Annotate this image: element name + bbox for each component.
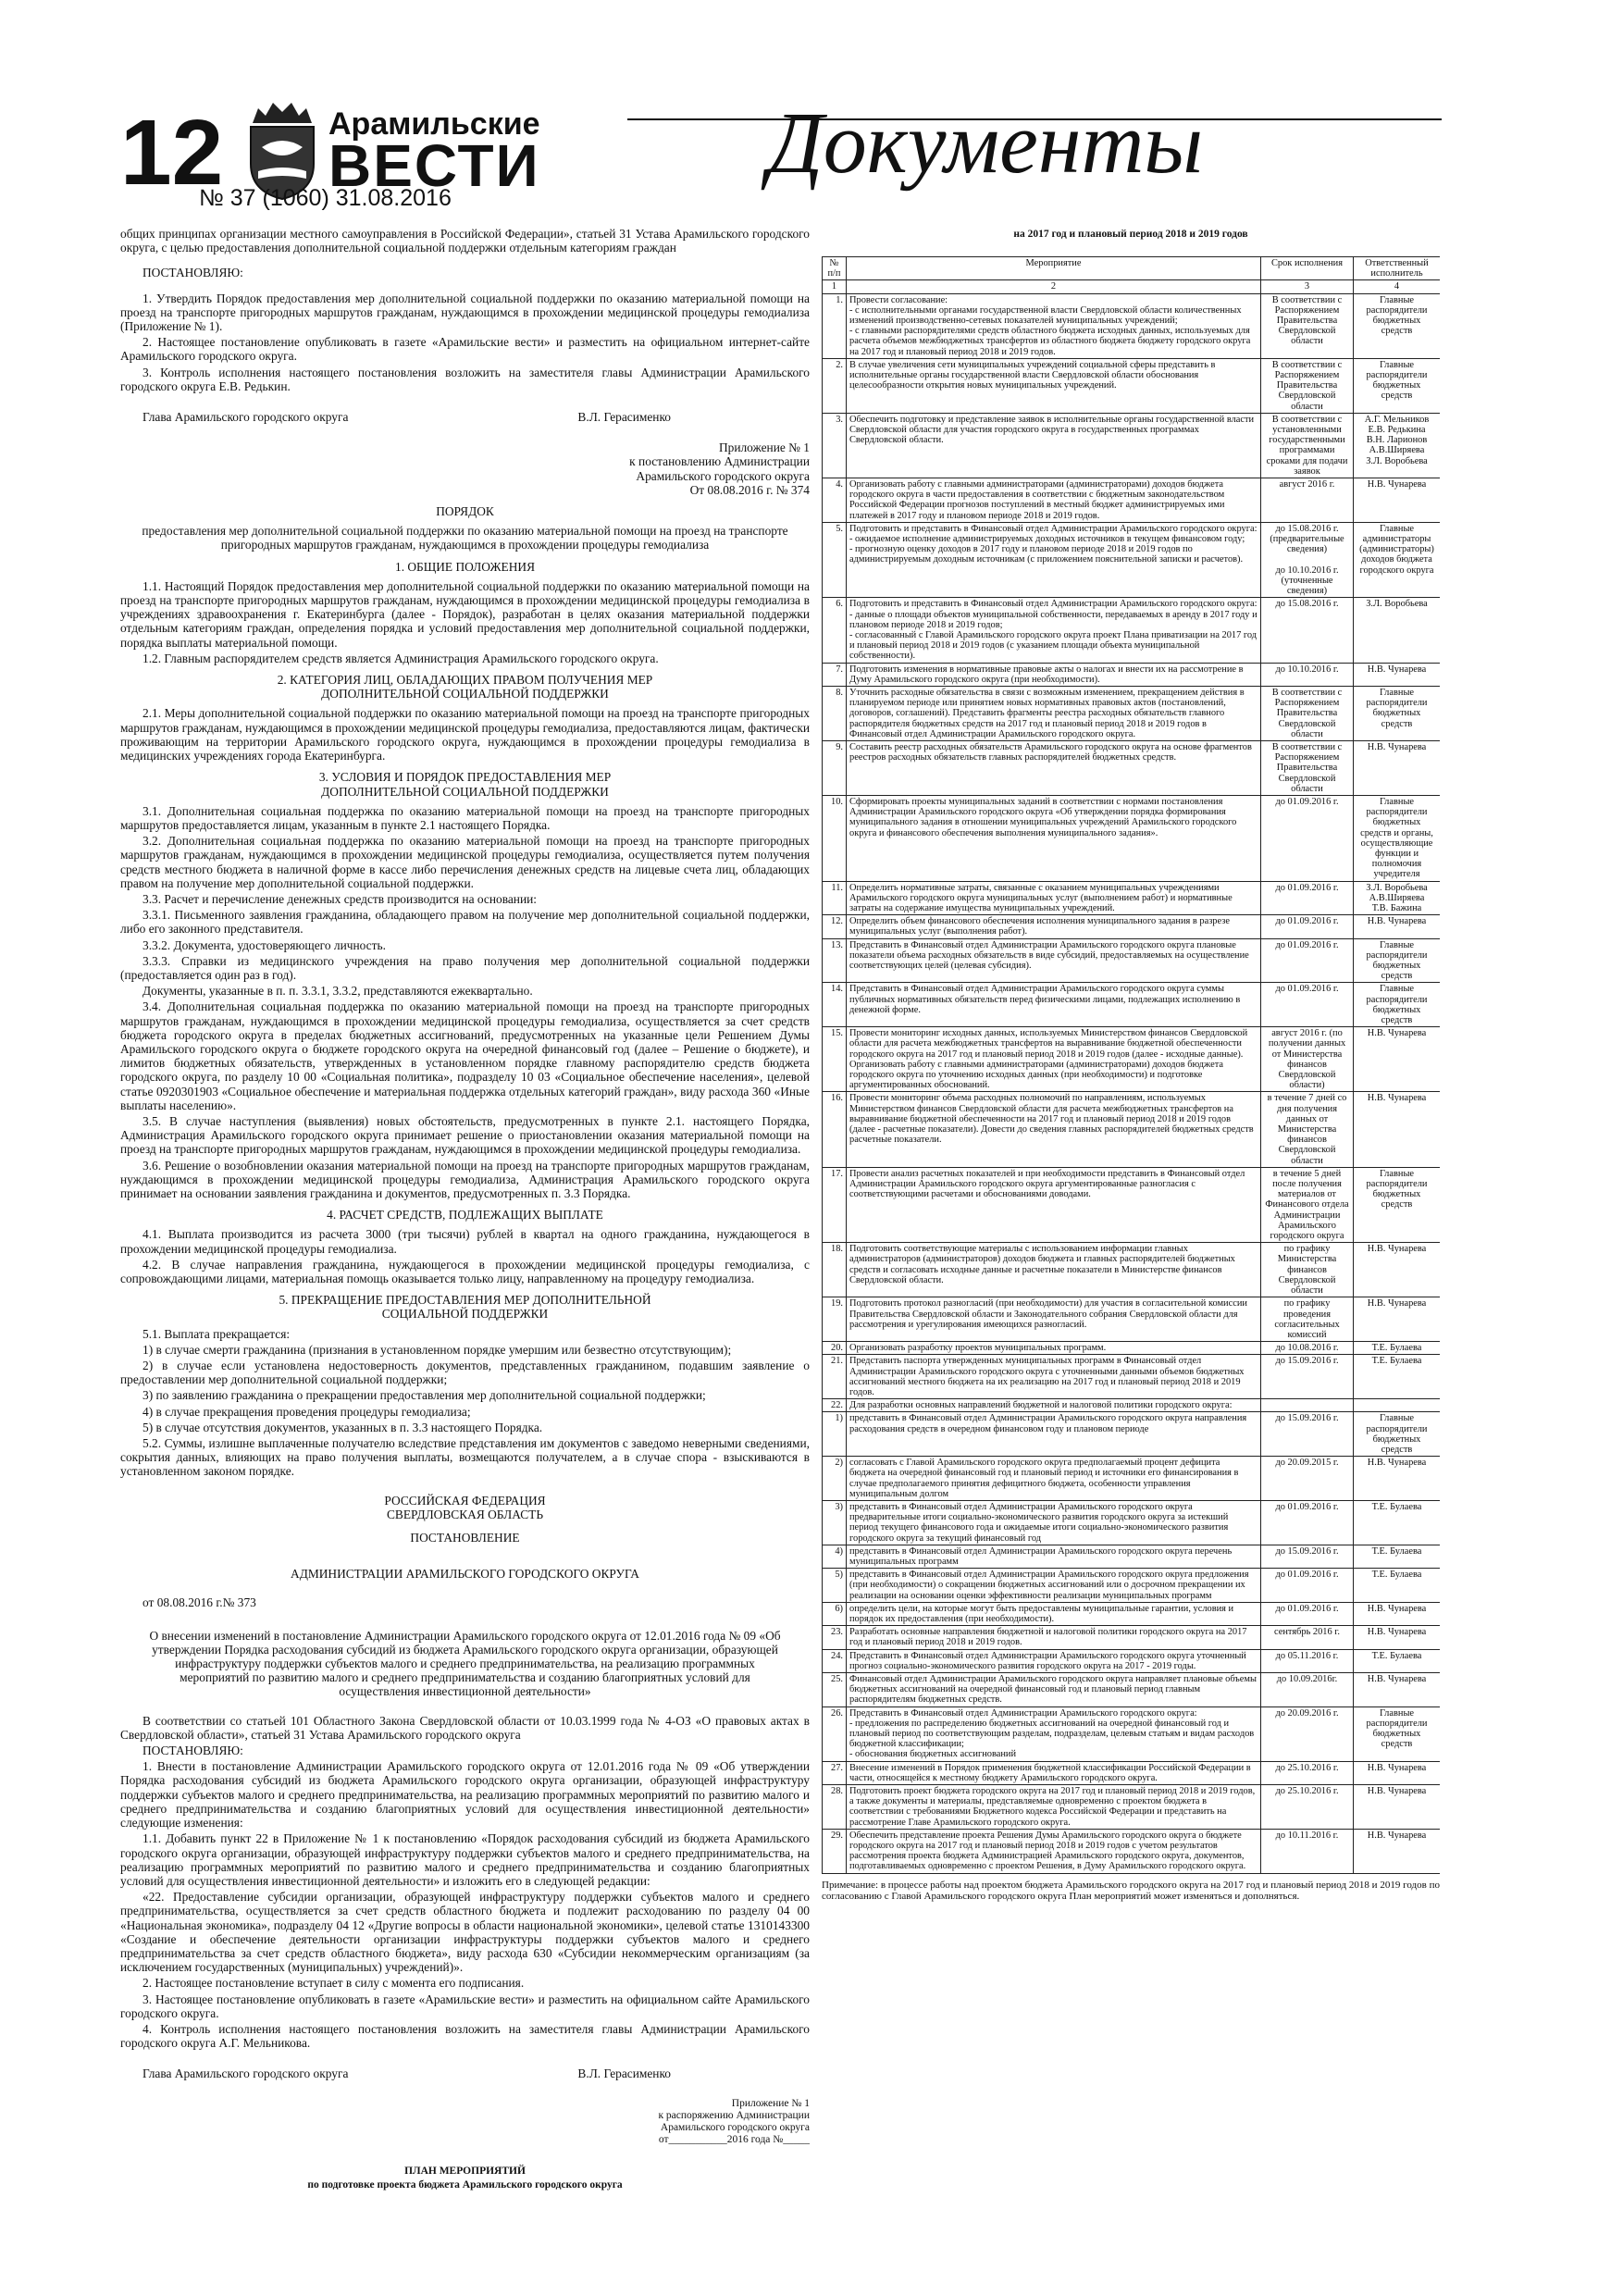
row-number-cell: 22. bbox=[823, 1399, 847, 1412]
table-row bbox=[823, 358, 1441, 413]
paragraph: 2.1. Меры дополнительной социальной поддержки по оказанию материальной помощи на проезд на транспорте пригородных маршрутов гражданам, нуждающимся в прохождении медицинской процедуры гемодиализа, предоставляются лицам, фактически проживающим на территории Арамильского городского округа, нуждающимся в прохождении процедуры гемодиализа в медицинских учреждениях города Екатеринбурга. bbox=[120, 706, 810, 763]
row-number-cell: 5) bbox=[823, 1569, 847, 1603]
activity-cell: Представить паспорта утвержденных муниципальных программ в Финансовый отдел Администрации Арамильского городского округа с уточненными данными объемов бюджетных ассигнований местного бюджета на их реализацию на 2017 год и плановый период 2018 и 2019 годов. bbox=[847, 1355, 1261, 1399]
table-row bbox=[823, 1027, 1441, 1092]
table-row bbox=[823, 1785, 1441, 1830]
table-row bbox=[823, 740, 1441, 795]
activity-cell: Подготовить соответствующие материалы с использованием информации главных администраторов (администраторов) доходов бюджета и главных распорядителей бюджетных средств и согласовать исходные данные и расчетные показатели в Министерстве финансов Свердловской области. bbox=[847, 1243, 1261, 1297]
signature-block bbox=[120, 2066, 810, 2080]
row-number-cell: 6) bbox=[823, 1602, 847, 1625]
decree-date: от 08.08.2016 г.№ 373 bbox=[142, 1595, 256, 1610]
row-number-cell: 4. bbox=[823, 478, 847, 523]
paragraph: 1. Внести в постановление Администрации Арамильского городского округа от 12.01.2016 года № 09 «Об утверждении Порядка расходования субсидий из бюджета Арамильского городского округа организации, образующей инфраструктуру поддержки субъектов малого и среднего предпринимательства, на реализацию программных мероприятий по развитию малого и среднего предпринимательства и созданию благоприятных условий для осуществления инвестиционной деятельности» следующие изменения: bbox=[120, 1759, 810, 1831]
table-row bbox=[823, 1673, 1441, 1707]
responsible-cell: Главные распорядители бюджетных средств bbox=[1354, 686, 1441, 740]
table-body bbox=[823, 293, 1441, 1873]
row-number-cell: 20. bbox=[823, 1342, 847, 1355]
paragraph: 2. Настоящее постановление опубликовать в газете «Арамильские вести» и разместить на официальном интернет-сайте Арамильского городского округа. bbox=[120, 335, 810, 364]
appendix-line: Арамильского городского округа bbox=[636, 468, 810, 483]
table-row bbox=[823, 1829, 1441, 1873]
document-title: ПОРЯДОК bbox=[436, 504, 494, 519]
section-heading: 2. КАТЕГОРИЯ ЛИЦ, ОБЛАДАЮЩИХ ПРАВОМ ПОЛУЧЕНИЯ МЕР ДОПОЛНИТЕЛЬНОЙ СОЦИАЛЬНОЙ ПОДДЕРЖКИ bbox=[277, 673, 653, 701]
deadline-cell: в течение 7 дней со дня получения данных от Министерства финансов Свердловской области bbox=[1261, 1092, 1354, 1167]
table-row bbox=[823, 1167, 1441, 1242]
page-number: 12 bbox=[120, 101, 224, 205]
row-number-cell: 17. bbox=[823, 1167, 847, 1242]
table-row bbox=[823, 1500, 1441, 1545]
heading-decree: ПОСТАНОВЛЕНИЕ bbox=[410, 1531, 520, 1545]
activity-cell: Внесение изменений в Порядок применения бюджетной классификации Российской Федерации в части, относящейся к местному бюджету Арамильского городского округа. bbox=[847, 1761, 1261, 1784]
paragraph: 3.5. В случае наступления (выявления) новых обстоятельств, предусмотренных в пункте 2.1. настоящего Порядка, Администрация Арамильского городского округа принимает решение о приостановлении оказания материальной помощи на проезд на транспорте пригородных маршрутов гражданам, нуждающимся в прохождении медицинской процедуры гемодиализа. bbox=[120, 1113, 810, 1157]
responsible-cell: Т.Е. Булаева bbox=[1354, 1500, 1441, 1545]
row-number-cell: 9. bbox=[823, 740, 847, 795]
deadline-cell: до 01.09.2016 г. bbox=[1261, 983, 1354, 1027]
table-row bbox=[823, 1602, 1441, 1625]
paragraph: 3.3.3. Справки из медицинского учреждения на право получения мер дополнительной социальной поддержки (предоставляется один раз в год). bbox=[120, 953, 810, 982]
list-item: 1) в случае смерти гражданина (признания в установленном порядке умершим или безвестно отсутствующим); bbox=[142, 1342, 732, 1357]
deadline-cell bbox=[1261, 1399, 1354, 1412]
paragraph: 1. Утвердить Порядок предоставления мер дополнительной социальной поддержки по оказанию материальной помощи на проезд на транспорте пригородных маршрутов гражданам, нуждающимся в прохождении медицинской процедуры гемодиализа (Приложение № 1). bbox=[120, 291, 810, 334]
list-item: 4) в случае прекращения проведения процедуры гемодиализа; bbox=[142, 1404, 471, 1419]
list-item: 2) в случае если установлена недостоверность документов, представленных гражданином, подавшим заявление о предоставлении мер дополнительной социальной поддержки; bbox=[120, 1359, 810, 1387]
activity-cell: Уточнить расходные обязательства в связи с возможным изменением, прекращением действия в планируемом периоде или принятием новых нормативных правовых актов (постановлений, договоров, соглашений). Представить фрагменты реестра расходных обязательств главного распорядителя бюджетных средств на 2017 год и плановый период 2018 и 2019 годов в Финансовый отдел Администрации Арамильского городского округа. bbox=[847, 686, 1261, 740]
deadline-cell: В соответствии с Распоряжением Правительства Свердловской области bbox=[1261, 293, 1354, 358]
table-row bbox=[823, 1399, 1441, 1412]
deadline-cell: В соответствии с Распоряжением Правительства Свердловской области bbox=[1261, 740, 1354, 795]
row-number-cell: 14. bbox=[823, 983, 847, 1027]
activity-cell: В случае увеличения сети муниципальных учреждений социальной сферы представить в исполнительные органы государственной власти Свердловской области обоснования целесообразности открытия новых муниципальных учреждений. bbox=[847, 358, 1261, 413]
row-number-cell: 4) bbox=[823, 1545, 847, 1568]
activity-cell: представить в Финансовый отдел Администрации Арамильского городского округа предложения (при необходимости) о сокращении бюджетных ассигнований или о досрочном прекращении их реализации на основании оценки эффективности реализации муниципальных программ bbox=[847, 1569, 1261, 1603]
responsible-cell: Главные распорядители бюджетных средств bbox=[1354, 293, 1441, 358]
activity-cell: Провести мониторинг объема расходных полномочий по направлениям, используемых Министерством финансов Свердловской области для расчета межбюджетных трансфертов на выравнивание бюджетной обеспеченности на 2017 год и плановый период 2018 и 2019 годов (далее - расчетные показатели). Довести до сведения главных распорядителей бюджетных средств расчетные показатели. bbox=[847, 1092, 1261, 1167]
responsible-cell: Главные распорядители бюджетных средств bbox=[1354, 983, 1441, 1027]
row-number-cell: 16. bbox=[823, 1092, 847, 1167]
paragraph: 4.1. Выплата производится из расчета 3000 (три тысячи) рублей в квартал на одного гражданина, нуждающегося в прохождении медицинской процедуры гемодиализа. bbox=[120, 1227, 810, 1256]
section-heading: 1. ОБЩИЕ ПОЛОЖЕНИЯ bbox=[395, 559, 535, 574]
intro-text: общих принципах организации местного самоуправления в Российской Федерации», статьей 31 Устава Арамильского городского округа, с целью предоставления дополнительной социальной поддержки отдельным категориям граждан bbox=[120, 227, 810, 255]
responsible-cell: Н.В. Чунарева bbox=[1354, 1243, 1441, 1297]
row-number-cell: 5. bbox=[823, 522, 847, 597]
deadline-cell: до 01.09.2016 г. bbox=[1261, 881, 1354, 915]
table-row bbox=[823, 1243, 1441, 1297]
row-number-cell: 24. bbox=[823, 1649, 847, 1672]
table-row bbox=[823, 881, 1441, 915]
responsible-cell: Главные распорядители бюджетных средств bbox=[1354, 1167, 1441, 1242]
paragraph: 3.3. Расчет и перечисление денежных средств производится на основании: bbox=[142, 891, 538, 906]
deadline-cell: до 25.10.2016 г. bbox=[1261, 1761, 1354, 1784]
brand-name-line1: Арамильские bbox=[328, 106, 540, 142]
row-number-cell: 18. bbox=[823, 1243, 847, 1297]
deadline-cell: до 01.09.2016 г. bbox=[1261, 795, 1354, 881]
deadline-cell: В соответствии с Распоряжением Правительства Свердловской области bbox=[1261, 358, 1354, 413]
table-colnum-row bbox=[823, 280, 1441, 293]
table-row bbox=[823, 1342, 1441, 1355]
deadline-cell: до 01.09.2016 г. bbox=[1261, 938, 1354, 983]
activity-cell: Подготовить и представить в Финансовый отдел Администрации Арамильского городского округа: - данные о площади объектов муниципальной собственности, передаваемых в аренду в 2017 году и плановом периоде 2018 и 2019 годов; - согласованный с Главой Арамильского городского округа проект Плана приватизации на 2017 год и плановый период 2018 и 2019 годов (с указанием площади объекта муниципальной собственности). bbox=[847, 598, 1261, 663]
appendix-line: от___________2016 года №_____ bbox=[658, 2133, 810, 2145]
responsible-cell: Главные распорядители бюджетных средств bbox=[1354, 1412, 1441, 1457]
deadline-cell: по графику Министерства финансов Свердловской области bbox=[1261, 1243, 1354, 1297]
responsible-cell: Н.В. Чунарева bbox=[1354, 1673, 1441, 1707]
section-heading: 4. РАСЧЕТ СРЕДСТВ, ПОДЛЕЖАЩИХ ВЫПЛАТЕ bbox=[327, 1208, 603, 1222]
deadline-cell: до 20.09.2015 г. bbox=[1261, 1457, 1354, 1501]
plan-table bbox=[822, 256, 1440, 1874]
table-row bbox=[823, 1297, 1441, 1342]
signature-title: Глава Арамильского городского округа bbox=[142, 410, 349, 425]
appendix-line: к постановлению Администрации bbox=[629, 454, 810, 469]
responsible-cell: Н.В. Чунарева bbox=[1354, 1092, 1441, 1167]
activity-cell: Представить в Финансовый отдел Администрации Арамильского городского округа суммы публичных нормативных обязательств перед физическими лицами, подлежащих исполнению в денежной форме. bbox=[847, 983, 1261, 1027]
responsible-cell: Н.В. Чунарева bbox=[1354, 1829, 1441, 1873]
row-number-cell: 10. bbox=[823, 795, 847, 881]
appendix-line: Приложение № 1 bbox=[718, 441, 810, 455]
footnote: Примечание: в процессе работы над проектом бюджета Арамильского городского округа на 2017 год и плановый период 2018 и 2019 годов по согласованию с Главой Арамильского городского округа План мероприятий может изменяться и дополняться. bbox=[822, 1879, 1440, 1903]
activity-cell: Подготовить проект бюджета городского округа на 2017 год и плановый период 2018 и 2019 годов, а также документы и материалы, представляемые одновременно с проектом бюджета в соответствии с требованиями Бюджетного кодекса Российской Федерации и представить на рассмотрение Главе Арамильского городского округа. bbox=[847, 1785, 1261, 1830]
table-row bbox=[823, 938, 1441, 983]
appendix-line: Арамильского городского округа bbox=[660, 2121, 810, 2133]
activity-cell: Провести мониторинг исходных данных, используемых Министерством финансов Свердловской области для расчета межбюджетных трансфертов на выравнивание бюджетной обеспеченности городского округа на 2017 год и плановый период 2018 и 2019 годов (далее - исходные данные). Организовать работу с главными администраторами (администраторами) доходов бюджета городского округа по уточнению исходных данных (при необходимости) и подготовке аргументированных обоснований. bbox=[847, 1027, 1261, 1092]
activity-cell: Представить в Финансовый отдел Администрации Арамильского городского округа: - предложения по распределению бюджетных ассигнований на очередной финансовый год и плановый период по соответствующим разделам, подразделам, целевым статьям и видам расходов бюджетной классификации; - обоснования бюджетных ассигнований bbox=[847, 1706, 1261, 1761]
responsible-cell: Главные распорядители бюджетных средств bbox=[1354, 938, 1441, 983]
activity-cell: представить в Финансовый отдел Администрации Арамильского городского округа перечень муниципальных программ bbox=[847, 1545, 1261, 1568]
heading-rf: РОССИЙСКАЯ ФЕДЕРАЦИЯ bbox=[384, 1493, 546, 1508]
section-rubric: Документы bbox=[768, 95, 1204, 192]
document-subtitle: предоставления мер дополнительной социальной поддержки по оказанию материальной помощи на проезд на транспорте пригородных маршрутов гражданам, нуждающимся в прохождении процедуры гемодиализа bbox=[142, 524, 788, 552]
deadline-cell: до 10.10.2016 г. bbox=[1261, 663, 1354, 686]
paragraph: 3.2. Дополнительная социальная поддержка по оказанию материальной помощи на проезд на транспорте пригородных маршрутов гражданам, нуждающимся в прохождении медицинской процедуры гемодиализа, осуществляется путем получения средств местного бюджета в наличной форме в кассе либо перечисления денежных средств на лицевые счета лиц, обладающих правом на получение мер дополнительной социальной поддержки. bbox=[120, 834, 810, 890]
row-number-cell: 8. bbox=[823, 686, 847, 740]
paragraph: 3.3.1. Письменного заявления гражданина, обладающего правом на получение мер дополнительной социальной поддержки, либо его законного представителя. bbox=[120, 908, 810, 937]
table-row bbox=[823, 1092, 1441, 1167]
row-number-cell: 26. bbox=[823, 1706, 847, 1761]
table-row bbox=[823, 795, 1441, 881]
issue-number: № 37 (1060) 31.08.2016 bbox=[199, 185, 452, 211]
table-row bbox=[823, 413, 1441, 478]
responsible-cell: Н.В. Чунарева bbox=[1354, 915, 1441, 938]
section-heading: 5. ПРЕКРАЩЕНИЕ ПРЕДОСТАВЛЕНИЯ МЕР ДОПОЛНИТЕЛЬНОЙ СОЦИАЛЬНОЙ ПОДДЕРЖКИ bbox=[279, 1293, 651, 1322]
row-number-cell: 6. bbox=[823, 598, 847, 663]
paragraph: 4. Контроль исполнения настоящего постановления возложить на заместителя главы Администрации Арамильского городского округа А.Г. Мельникова. bbox=[120, 2021, 810, 2051]
activity-cell: Обеспечить представление проекта Решения Думы Арамильского городского округа о бюджете городского округа на 2017 год и плановый период 2018 и 2019 годов с учетом результатов рассмотрения проекта бюджета Администрацией Арамильского городского округа, документов, подготавливаемых одновременно с проектом Решения, в Думу Арамильского городского округа. bbox=[847, 1829, 1261, 1873]
responsible-cell: Главные распорядители бюджетных средств bbox=[1354, 1706, 1441, 1761]
activity-cell: Составить реестр расходных обязательств Арамильского городского округа на основе фрагментов реестров расходных обязательств главных распорядителей бюджетных средств. bbox=[847, 740, 1261, 795]
table-row bbox=[823, 983, 1441, 1027]
responsible-cell: А.Г. Мельников Е.В. Редькина В.Н. Ларионов А.В.Ширяева З.Л. Воробьева bbox=[1354, 413, 1441, 478]
activity-cell: Организовать разработку проектов муниципальных программ. bbox=[847, 1342, 1261, 1355]
heading-region: СВЕРДЛОВСКАЯ ОБЛАСТЬ bbox=[386, 1507, 544, 1521]
table-row bbox=[823, 1761, 1441, 1784]
row-number-cell: 7. bbox=[823, 663, 847, 686]
deadline-cell: до 01.09.2016 г. bbox=[1261, 1500, 1354, 1545]
row-number-cell: 3. bbox=[823, 413, 847, 478]
activity-cell: представить в Финансовый отдел Администрации Арамильского городского округа предварительные итоги социально-экономического развития городского округа за истекший период текущего финансового года и ожидаемые итоги социально-экономического развития городского округа за текущий финансовый год bbox=[847, 1500, 1261, 1545]
brand-name-line2: ВЕСТИ bbox=[328, 132, 540, 199]
section-heading: 3. УСЛОВИЯ И ПОРЯДОК ПРЕДОСТАВЛЕНИЯ МЕР ДОПОЛНИТЕЛЬНОЙ СОЦИАЛЬНОЙ ПОДДЕРЖКИ bbox=[318, 770, 612, 799]
activity-cell: Представить в Финансовый отдел Администрации Арамильского городского округа плановые показатели объема расходных обязательств в виде субсидий, предоставляемых на осуществление соответствующих целей (целевая субсидия). bbox=[847, 938, 1261, 983]
column-number: 3 bbox=[1261, 280, 1354, 293]
table-row bbox=[823, 293, 1441, 358]
table-row bbox=[823, 1569, 1441, 1603]
row-number-cell: 23. bbox=[823, 1626, 847, 1649]
appendix-line: Приложение № 1 bbox=[731, 2097, 810, 2109]
responsible-cell bbox=[1354, 1399, 1441, 1412]
activity-cell: Сформировать проекты муниципальных заданий в соответствии с нормами постановления Администрации Арамильского городского округа «Об утверждении порядка формирования муниципального задания в отношении муниципальных учреждений Арамильского городского округа и финансового обеспечения выполнения муниципального задания». bbox=[847, 795, 1261, 881]
activity-cell: Финансовый отдел Администрации Арамильского городского округа направляет плановые объемы бюджетных ассигнований на очередной финансовый год и плановый период главным распорядителям бюджетных средств. bbox=[847, 1673, 1261, 1707]
row-number-cell: 19. bbox=[823, 1297, 847, 1342]
column-number: 2 bbox=[847, 280, 1261, 293]
table-row bbox=[823, 1649, 1441, 1672]
table-row bbox=[823, 1706, 1441, 1761]
deadline-cell: до 01.09.2016 г. bbox=[1261, 915, 1354, 938]
activity-cell: Для разработки основных направлений бюджетной и налоговой политики городского округа: bbox=[847, 1399, 1261, 1412]
table-row bbox=[823, 1457, 1441, 1501]
activity-cell: определить цели, на которые могут быть предоставлены муниципальные гарантии, условия и порядок их предоставления (при необходимости). bbox=[847, 1602, 1261, 1625]
deadline-cell: до 10.08.2016 г. bbox=[1261, 1342, 1354, 1355]
paragraph: 1.1. Настоящий Порядок предоставления мер дополнительной социальной поддержки по оказанию материальной помощи на проезд на транспорте пригородных маршрутов гражданам, нуждающимся в прохождении медицинской процедуры гемодиализа в учреждениях здравоохранения г. Екатеринбурга (далее - Порядок), разработан в целях оказания материальной поддержки отдельным категориям граждан, определения порядка и условий предоставления мер дополнительной социальной поддержки, порядка выплаты материальной помощи. bbox=[120, 578, 810, 650]
row-number-cell: 13. bbox=[823, 938, 847, 983]
heading-administration: АДМИНИСТРАЦИИ АРАМИЛЬСКОГО ГОРОДСКОГО ОКРУГА bbox=[291, 1567, 639, 1582]
table-row bbox=[823, 915, 1441, 938]
activity-cell: Обеспечить подготовку и представление заявок в исполнительные органы государственной власти Свердловской области для участия городского округа в государственных программах Свердловской области. bbox=[847, 413, 1261, 478]
table-row bbox=[823, 1545, 1441, 1568]
responsible-cell: Т.Е. Булаева bbox=[1354, 1649, 1441, 1672]
table-row bbox=[823, 663, 1441, 686]
deadline-cell: сентябрь 2016 г. bbox=[1261, 1626, 1354, 1649]
paragraph: 3. Контроль исполнения настоящего постановления возложить на заместителя главы Администрации Арамильского городского округа Е.В. Редькин. bbox=[120, 365, 810, 393]
activity-cell: Подготовить изменения в нормативные правовые акты о налогах и внести их на рассмотрение в Думу Арамильского городского округа (при необходимости). bbox=[847, 663, 1261, 686]
plan-period-title: на 2017 год и плановый период 2018 и 2019 годов bbox=[1013, 229, 1248, 240]
paragraph: 3.4. Дополнительная социальная поддержка по оказанию материальной помощи на проезд на транспорте пригородных маршрутов гражданам, нуждающимся в прохождении медицинской процедуры гемодиализа, осуществляется за счет средств бюджета городского округа в пределах бюджетных ассигнований, предусмотренных на указанные цели Решением Думы Арамильского городского округа о бюджете городского округа на очередной финансовый год (далее – Решение о бюджете), и лимитов бюджетных обязательств, утвержденных в установленном порядке главному распорядителю средств бюджета городского округа, по разделу 10 00 «Социальная политика», подразделу 10 03 «Социальное обеспечение населения», целевой статье 0920301903 «Социальное обеспечение и материальная поддержка отдельных категорий граждан», виду расхода 360 «Иные выплаты населению». bbox=[120, 999, 810, 1112]
deadline-cell: август 2016 г. (по получении данных от Министерства финансов Свердловской области) bbox=[1261, 1027, 1354, 1092]
table-row bbox=[823, 1355, 1441, 1399]
deadline-cell: август 2016 г. bbox=[1261, 478, 1354, 523]
table-row bbox=[823, 1626, 1441, 1649]
responsible-cell: Н.В. Чунарева bbox=[1354, 663, 1441, 686]
column-header: Срок исполнения bbox=[1261, 257, 1354, 280]
responsible-cell: Главные администраторы (администраторы) доходов бюджета городского округа bbox=[1354, 522, 1441, 597]
paragraph: 1.2. Главным распорядителем средств является Администрация Арамильского городского округа. bbox=[142, 651, 659, 665]
deadline-cell: до 20.09.2016 г. bbox=[1261, 1706, 1354, 1761]
deadline-cell: до 01.09.2016 г. bbox=[1261, 1569, 1354, 1603]
right-column bbox=[822, 227, 1440, 2216]
deadline-cell: до 10.11.2016 г. bbox=[1261, 1829, 1354, 1873]
paragraph: Документы, указанные в п. п. 3.3.1, 3.3.2, представляются ежеквартально. bbox=[142, 984, 533, 999]
left-column bbox=[120, 227, 810, 2207]
row-number-cell: 3) bbox=[823, 1500, 847, 1545]
responsible-cell: З.Л. Воробьева А.В.Ширяева Т.В. Бажина bbox=[1354, 881, 1441, 915]
activity-cell: Определить нормативные затраты, связанные с оказанием муниципальных учреждениями Арамильского городского округа муниципальных услуг (выполнением работ) и нормативные затраты на содержание имущества муниципальных учреждений. bbox=[847, 881, 1261, 915]
row-number-cell: 15. bbox=[823, 1027, 847, 1092]
responsible-cell: Н.В. Чунарева bbox=[1354, 1785, 1441, 1830]
activity-cell: Определить объем финансового обеспечения исполнения муниципального задания в разрезе муниципальных услуг (выполнения работ). bbox=[847, 915, 1261, 938]
deadline-cell: до 15.09.2016 г. bbox=[1261, 1545, 1354, 1568]
row-number-cell: 2. bbox=[823, 358, 847, 413]
responsible-cell: Главные распорядители бюджетных средств и органы, осуществляющие функции и полномочия учредителя bbox=[1354, 795, 1441, 881]
paragraph: 2. Настоящее постановление вступает в силу с момента его подписания. bbox=[142, 1976, 525, 1991]
paragraph: 5.2. Суммы, излишне выплаченные получателю вследствие представления им документов с заведомо неверными сведениями, сокрытия данных, влияющих на право получения выплаты, возмещаются получателем, а в случае спора - взыскиваются в установленном законом порядке. bbox=[120, 1436, 810, 1479]
deadline-cell: В соответствии с установленными государственными программами сроками для подачи заявок bbox=[1261, 413, 1354, 478]
decree-title: О внесении изменений в постановление Администрации Арамильского городского округа от 12.01.2016 года № 09 «Об утверждении Порядка расходования субсидий из бюджета Арамильского городского округа организации, образующей инфраструктуру поддержки субъектов малого и среднего предпринимательства, на реализацию программных мероприятий по развитию малого и среднего предпринимательства и созданию благоприятных условий для осуществления инвестиционной деятельности» bbox=[149, 1628, 781, 1699]
decree-word: ПОСТАНОВЛЯЮ: bbox=[142, 1744, 243, 1758]
table-row bbox=[823, 478, 1441, 523]
signature-name: В.Л. Герасименко bbox=[577, 2066, 671, 2081]
deadline-cell: по графику проведения согласительных комиссий bbox=[1261, 1297, 1354, 1342]
activity-cell: Подготовить протокол разногласий (при необходимости) для участия в согласительной комиссии Правительства Свердловской области и Законодательного собрания Свердловской области для рассмотрения и урегулирования имеющихся разногласий. bbox=[847, 1297, 1261, 1342]
row-number-cell: 29. bbox=[823, 1829, 847, 1873]
appendix-header bbox=[120, 441, 810, 497]
row-number-cell: 2) bbox=[823, 1457, 847, 1501]
responsible-cell: Н.В. Чунарева bbox=[1354, 1457, 1441, 1501]
responsible-cell: Главные распорядители бюджетных средств bbox=[1354, 358, 1441, 413]
deadline-cell: в течение 5 дней после получения материалов от Финансового отдела Администрации Арамильского городского округа bbox=[1261, 1167, 1354, 1242]
plan-subtitle: по подготовке проекта бюджета Арамильского городского округа bbox=[307, 2178, 623, 2191]
paragraph: 3.3.2. Документа, удостоверяющего личность. bbox=[142, 937, 386, 952]
table-row bbox=[823, 598, 1441, 663]
column-header: Мероприятие bbox=[847, 257, 1261, 280]
deadline-cell: до 05.11.2016 г. bbox=[1261, 1649, 1354, 1672]
activity-cell: согласовать с Главой Арамильского городского округа предполагаемый процент дефицита бюджета на очередной финансовый год и плановый период и источники его финансирования в случае предполагаемого принятия дефицитного бюджета, особенности управления муниципальным долгом bbox=[847, 1457, 1261, 1501]
row-number-cell: 27. bbox=[823, 1761, 847, 1784]
activity-cell: Подготовить и представить в Финансовый отдел Администрации Арамильского городского округа: - ожидаемое исполнение администрируемых доходных источников в текущем финансовом году; - прогнозную оценку доходов в 2017 году и плановом периоде 2018 и 2019 годов по администрируемым доходным источникам (с приложением пояснительной записки и расчетов). bbox=[847, 522, 1261, 597]
paragraph: 3. Настоящее постановление опубликовать в газете «Арамильские вести» и разместить на официальном сайте Арамильского городского округа. bbox=[120, 1992, 810, 2020]
column-number: 4 bbox=[1354, 280, 1441, 293]
list-item: 3) по заявлению гражданина о прекращении предоставления мер дополнительной социальной поддержки; bbox=[142, 1388, 706, 1403]
masthead bbox=[120, 88, 1564, 227]
appendix-header bbox=[120, 2098, 810, 2146]
column-header: № п/п bbox=[823, 257, 847, 280]
table-header-row bbox=[823, 257, 1441, 280]
responsible-cell: Т.Е. Булаева bbox=[1354, 1355, 1441, 1399]
activity-cell: Провести согласование: - с исполнительными органами государственной власти Свердловской области количественных изменений производственно-сетевых показателей муниципальных учреждений; - с главными распорядителями средств областного бюджета исходных данных, используемых для расчета объемов межбюджетных трансфертов из областного бюджета бюджету городского округа на 2017 год и плановый период 2018 и 2019 годов. bbox=[847, 293, 1261, 358]
responsible-cell: Н.В. Чунарева bbox=[1354, 1602, 1441, 1625]
row-number-cell: 1. bbox=[823, 293, 847, 358]
responsible-cell: Н.В. Чунарева bbox=[1354, 1297, 1441, 1342]
responsible-cell: Н.В. Чунарева bbox=[1354, 1027, 1441, 1092]
masthead-rule bbox=[627, 118, 1442, 120]
row-number-cell: 11. bbox=[823, 881, 847, 915]
row-number-cell: 25. bbox=[823, 1673, 847, 1707]
deadline-cell: до 15.08.2016 г. (предварительные сведения) до 10.10.2016 г. (уточненные сведения) bbox=[1261, 522, 1354, 597]
deadline-cell: до 15.09.2016 г. bbox=[1261, 1355, 1354, 1399]
column-header: Ответственный исполнитель bbox=[1354, 257, 1441, 280]
responsible-cell: Н.В. Чунарева bbox=[1354, 740, 1441, 795]
deadline-cell: до 10.09.2016г. bbox=[1261, 1673, 1354, 1707]
appendix-line: к распоряжению Администрации bbox=[658, 2109, 810, 2121]
responsible-cell: Н.В. Чунарева bbox=[1354, 1626, 1441, 1649]
responsible-cell: Т.Е. Булаева bbox=[1354, 1569, 1441, 1603]
table-row bbox=[823, 522, 1441, 597]
paragraph: 3.6. Решение о возобновлении оказания материальной помощи на проезд на транспорте пригородных маршрутов гражданам, нуждающимся в прохождении медицинской процедуры гемодиализа, Администрация Арамильского городского округа принимает на основании заявления гражданина и документов, предусмотренных п. 3.3 Порядка. bbox=[120, 1158, 810, 1200]
row-number-cell: 1) bbox=[823, 1412, 847, 1457]
appendix-line: От 08.08.2016 г. № 374 bbox=[689, 482, 810, 497]
plan-title: ПЛАН МЕРОПРИЯТИЙ bbox=[404, 2165, 526, 2177]
responsible-cell: Т.Е. Булаева bbox=[1354, 1545, 1441, 1568]
decree-word: ПОСТАНОВЛЯЮ: bbox=[142, 266, 243, 280]
paragraph: «22. Предоставление субсидии организации, образующей инфраструктуру поддержки субъектов малого и среднего предпринимательства, осуществляется за счет средств областного бюджета и подлежит расходованию по разделу 04 00 «Национальная экономика», подразделу 04 12 «Другие вопросы в области национальной экономики», целевой статье 1310143300 «Создание и обеспечение деятельности организации инфраструктуры поддержки субъектов малого и среднего предпринимательства за счет средств областного бюджета», виду расхода 630 «Субсидии некоммерческим организациям (за исключением государственных (муниципальных) учреждений)». bbox=[120, 1890, 810, 1975]
responsible-cell: Н.В. Чунарева bbox=[1354, 1761, 1441, 1784]
paragraph: 5.1. Выплата прекращается: bbox=[142, 1326, 291, 1341]
activity-cell: Разработать основные направления бюджетной и налоговой политики городского округа на 2017 год и плановый период 2018 и 2019 годов. bbox=[847, 1626, 1261, 1649]
activity-cell: Провести анализ расчетных показателей и при необходимости представить в Финансовый отдел Администрации Арамильского городского округа аргументированные разногласия с соответствующими расчетами и обоснованиями доводами. bbox=[847, 1167, 1261, 1242]
responsible-cell: З.Л. Воробьева bbox=[1354, 598, 1441, 663]
deadline-cell: до 25.10.2016 г. bbox=[1261, 1785, 1354, 1830]
deadline-cell: до 01.09.2016 г. bbox=[1261, 1602, 1354, 1625]
column-number: 1 bbox=[823, 280, 847, 293]
row-number-cell: 28. bbox=[823, 1785, 847, 1830]
responsible-cell: Н.В. Чунарева bbox=[1354, 478, 1441, 523]
row-number-cell: 12. bbox=[823, 915, 847, 938]
deadline-cell: В соответствии с Распоряжением Правительства Свердловской области bbox=[1261, 686, 1354, 740]
paragraph: В соответствии со статьей 101 Областного Закона Свердловской области от 10.03.1999 года № 4-ОЗ «О правовых актах в Свердловской области», статьей 31 Устава Арамильского городского округа bbox=[120, 1713, 810, 1742]
paragraph: 4.2. В случае направления гражданина, нуждающегося в прохождении медицинской процедуры гемодиализа, с сопровождающими лицами, материальная помощь оказывается только лицу, направленному на процедуру гемодиализа. bbox=[120, 1257, 810, 1285]
activity-cell: Организовать работу с главными администраторами (администраторами) доходов бюджета городского округа в части предоставления в соответствии с бюджетным законодательством Российской Федерации прогнозов поступлений в местный бюджет администрируемых ими платежей в 2017 году и плановом периоде 2018 и 2019 годов. bbox=[847, 478, 1261, 523]
deadline-cell: до 15.09.2016 г. bbox=[1261, 1412, 1354, 1457]
list-item: 5) в случае отсутствия документов, указанных в п. 3.3 настоящего Порядка. bbox=[142, 1420, 543, 1434]
deadline-cell: до 15.08.2016 г. bbox=[1261, 598, 1354, 663]
signature-name: В.Л. Герасименко bbox=[577, 410, 671, 425]
activity-cell: Представить в Финансовый отдел Администрации Арамильского городского округа уточненный прогноз социально-экономического развития городского округа на 2017 - 2019 годы. bbox=[847, 1649, 1261, 1672]
signature-title: Глава Арамильского городского округа bbox=[142, 2066, 349, 2081]
table-row bbox=[823, 686, 1441, 740]
signature-block bbox=[120, 410, 810, 424]
paragraph: 3.1. Дополнительная социальная поддержка по оказанию материальной помощи на проезд на транспорте пригородных маршрутов предоставляется лицам, указанным в пункте 2.1 настоящего Порядка. bbox=[120, 803, 810, 832]
responsible-cell: Т.Е. Булаева bbox=[1354, 1342, 1441, 1355]
activity-cell: представить в Финансовый отдел Администрации Арамильского городского округа направления расходования средств в очередном финансовом году и плановом периоде bbox=[847, 1412, 1261, 1457]
table-row bbox=[823, 1412, 1441, 1457]
paragraph: 1.1. Добавить пункт 22 в Приложение № 1 к постановлению «Порядок расходования субсидий из бюджета Арамильского городского округа организации, образующей инфраструктуру поддержки субъектов малого и среднего предпринимательства, на реализацию программных мероприятий по развитию малого и среднего предпринимательства и созданию благоприятных условий для осуществления инвестиционной деятельности» и изложить его в следующей редакции: bbox=[120, 1831, 810, 1888]
row-number-cell: 21. bbox=[823, 1355, 847, 1399]
